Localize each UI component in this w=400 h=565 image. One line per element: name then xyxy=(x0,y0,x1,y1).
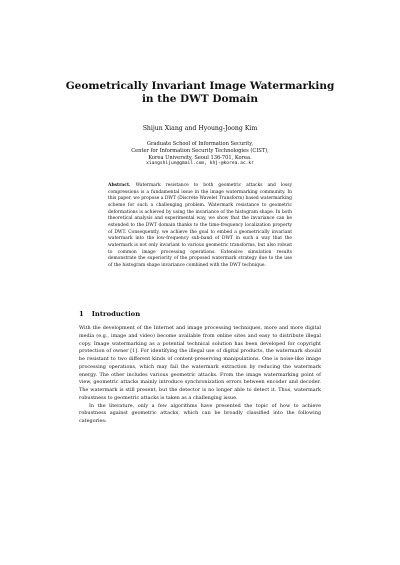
section-number: 1 xyxy=(79,310,84,318)
author-emails: xiangshijun@gmail.com, khj-@korea.ac.kr xyxy=(146,161,254,167)
abstract-label: Abstract. xyxy=(108,183,131,188)
section-body xyxy=(79,325,321,426)
affiliation xyxy=(60,141,340,168)
affiliation-line-2: Center for Information Security Technologies (CIST), xyxy=(131,147,269,154)
paragraph-1: With the development of the Internet and image processing techniques, more and more digital media (e.g., image and video) become available from online sites and easy to distribute illegal copy. Image watermarking as a potential technical solution has been developed for copyright protection of owner [1]. For identifying the illegal use of digital products, the watermark should be resistant to two different kinds of content-preserving manipulations. One is noise-like image processing operations, which may fail the watermark extraction by reducing the watermark energy. The other includes various geometric attacks. From the image watermarking point of view, geometric attacks mainly introduce synchronization errors between encoder and decoder. The watermark is still present, but the detector is no longer able to detect it. Thus, watermark robustness to geometric attacks is taken as a challenging issue. xyxy=(79,325,321,401)
affiliation-line-3: Korea University, Seoul 136-701, Korea. xyxy=(148,154,252,161)
paragraph-2: In the literature, only a few algorithms have presented the topic of how to achieve robustness against geometric attacks, which can be broadly classified into the following categories: xyxy=(79,402,321,424)
paper-title xyxy=(60,80,340,106)
affiliation-line-1: Graduate School of Information Security, xyxy=(146,141,254,147)
section-title: Introduction xyxy=(91,310,141,318)
title-line-2: in the DWT Domain xyxy=(141,93,259,105)
section-heading xyxy=(79,310,140,318)
authors: Shijun Xiang and Hyoung-Joong Kim xyxy=(142,125,258,132)
abstract-text: Watermark resistance to both geometric attacks and lossy compressions is a fundamental issue in the image watermarking community. In this paper, we propose a DWT (Discrete Wavelet Transform) based watermarking scheme for such a challenging problem. Watermark resistance to geometric deformations is achieved by using the invariance of the histogram shape. In both theoretical analysis and experimental way, we show that the invariance can be extended to the DWT domain thanks to the time-frequency localization property of DWT. Consequently, we achieve the goal to embed a geometrically invariant watermark into the low-frequency sub-band of DWT in such a way that the watermark is not only invariant to various geometric transforms, but also robust to common image processing operations. Extensive simulation results demonstrate the superiority of the proposed watermark strategy due to the use of the histogram shape invariance combined with the DWT technique. xyxy=(108,183,292,268)
title-line-1: Geometrically Invariant Image Watermarking xyxy=(65,80,335,92)
abstract xyxy=(108,183,292,270)
